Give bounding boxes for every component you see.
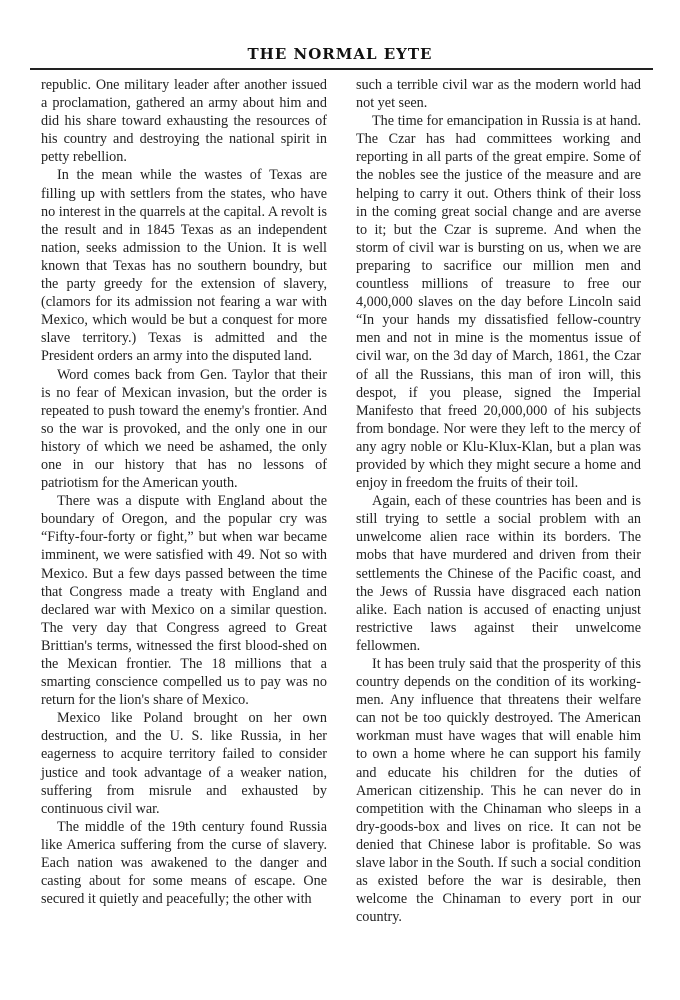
- paragraph: There was a dispute with England about the boundary of Oregon, and the popular cry was “Fifty-four-forty or fight,” but when war became imminent, we were satisfied with 49. Not so with Mexico. But a few days passed between the time that Congress made a treaty with England and declared war with Mexico on a similar question. The very day that Congress agreed to Great Brittian's terms, witnessed the first blood-shed on the Mexican frontier. The 18 millions that a smarting conscience compelled us to pay was no return for the lion's share of Mexico.: [41, 493, 327, 709]
- page-header: [0, 44, 680, 63]
- header-rule: [30, 68, 653, 70]
- paragraph: The time for emancipation in Russia is at hand. The Czar has had committees working and reporting in all parts of the great empire. Some of the nobles see the justice of the measure and are helping to carry it out. Others think of their loss in the coming great social change and are averse to it; but the Czar is supreme. And when the storm of civil war is bursting on us, when we are preparing to sacrifice our million men and countless millions of treasure to free our 4,000,000 slaves on the day before Lincoln said “In your hands my dissatisfied fellow-country men and not in mine is the momentus issue of civil war, on the 3d day of March, 1861, the Czar of all the Russians, this man of iron will, this despot, if you please, signed the Imperial Manifesto that freed 20,000,000 of his subjects from bondage. Nor were they left to the mercy of any agry noble or Klu-Klux-Klan, but a plan was provided by which they might secure a home and enjoy in freedom the fruits of their toil.: [356, 113, 641, 492]
- paragraph: Mexico like Poland brought on her own destruction, and the U. S. like Russia, in her eagerness to acquire territory failed to consider justice and took advantage of a weaker nation, suffering from misrule and exhausted by continuous civil war.: [41, 710, 327, 817]
- paragraph: republic. One military leader after another issued a proclamation, gathered an army about him and did his share toward exhausting the resources of his country and destroying the national spirit in petty rebellion.: [41, 77, 327, 166]
- paragraph: Again, each of these countries has been and is still trying to settle a social problem with an unwelcome alien race within its borders. The mobs that have murdered and driven from their settlements the Chinese of the Pacific coast, and the Jews of Russia have disgraced each nation alike. Each nation is accused of enacting unjust restrictive laws against their unwelcome fellowmen.: [356, 493, 641, 654]
- paragraph: Word comes back from Gen. Taylor that their is no fear of Mexican invasion, but the order is repeated to push toward the enemy's frontier. And so the war is provoked, and the only one in our history of which we need be ashamed, the only one in our history that has no lessons of patriotism for the American youth.: [41, 366, 327, 492]
- paragraph: It has been truly said that the prosperity of this country depends on the condition of its working-men. Any influence that threatens their welfare can not be too quickly destroyed. The American workman must have wages that will enable him to own a home where he can support his family and educate his children for the duties of American citizenship. This he can never do in competition with the Chinaman who sleeps in a dry-goods-box and lives on rice. It can not be denied that Chinese labor is profitable. So was slave labor in the South. If such a social condition as existed before the war is desirable, then welcome the Chinaman to every port in our country.: [356, 656, 641, 926]
- text-column-right: [356, 76, 641, 926]
- paragraph: In the mean while the wastes of Texas are filling up with settlers from the states, who have no interest in the quarrels at the capital. A revolt is the result and in 1845 Texas as an independent nation, seeks admission to the Union. It is well known that Texas has no southern boundry, but the party greedy for the extension of slavery, (clamors for its admission not fearing a war with Mexico, which would be but a conquest for more slave territory.) Texas is admitted and the President orders an army into the disputed land.: [41, 167, 327, 365]
- running-head-title: THE NORMAL EYTE: [247, 45, 433, 63]
- text-column-left: [41, 76, 327, 908]
- paragraph: The middle of the 19th century found Russia like America suffering from the curse of slavery. Each nation was awakened to the danger and casting about for some means of escape. One secured it quietly and peacefully; the other with: [41, 818, 327, 908]
- paragraph: such a terrible civil war as the modern world had not yet seen.: [356, 77, 641, 112]
